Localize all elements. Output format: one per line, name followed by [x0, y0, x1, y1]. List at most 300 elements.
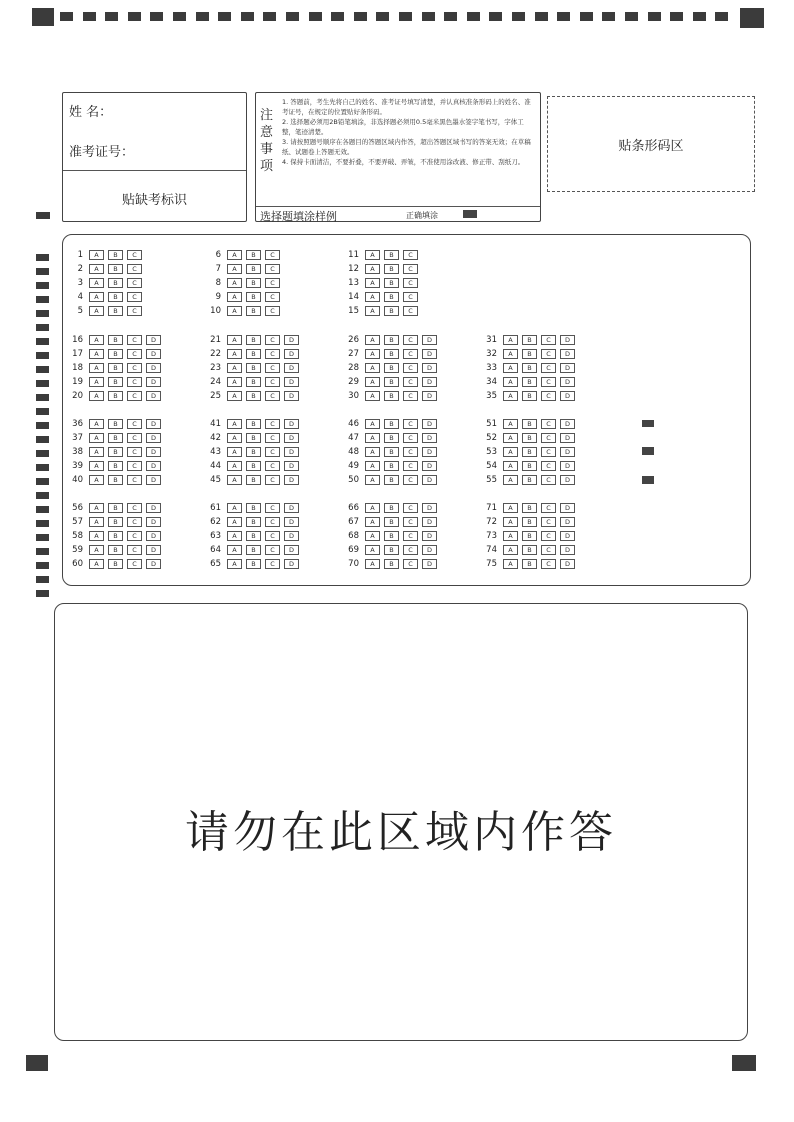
option-bubble-a[interactable]: A	[227, 461, 242, 471]
option-bubble-d[interactable]: D	[422, 447, 437, 457]
option-bubble-b[interactable]: B	[384, 545, 399, 555]
option-bubble-b[interactable]: B	[108, 419, 123, 429]
option-bubble-d[interactable]: D	[422, 419, 437, 429]
option-bubble-c[interactable]: C	[541, 559, 556, 569]
option-bubble-a[interactable]: A	[89, 306, 104, 316]
option-bubble-b[interactable]: B	[108, 306, 123, 316]
option-bubble-b[interactable]: B	[384, 447, 399, 457]
option-bubble-a[interactable]: A	[89, 250, 104, 260]
option-bubble-a[interactable]: A	[503, 545, 518, 555]
option-bubble-d[interactable]: D	[146, 349, 161, 359]
option-bubble-b[interactable]: B	[108, 433, 123, 443]
option-bubble-b[interactable]: B	[246, 377, 261, 387]
option-bubble-c[interactable]: C	[541, 461, 556, 471]
option-bubble-a[interactable]: A	[89, 461, 104, 471]
option-bubble-d[interactable]: D	[146, 531, 161, 541]
option-bubble-c[interactable]: C	[265, 391, 280, 401]
option-bubble-d[interactable]: D	[422, 377, 437, 387]
option-bubble-d[interactable]: D	[284, 517, 299, 527]
option-bubble-a[interactable]: A	[89, 391, 104, 401]
option-bubble-c[interactable]: C	[127, 250, 142, 260]
option-bubble-b[interactable]: B	[384, 250, 399, 260]
option-bubble-d[interactable]: D	[560, 545, 575, 555]
option-bubble-c[interactable]: C	[541, 447, 556, 457]
option-bubble-b[interactable]: B	[522, 545, 537, 555]
option-bubble-c[interactable]: C	[265, 559, 280, 569]
option-bubble-c[interactable]: C	[265, 475, 280, 485]
option-bubble-b[interactable]: B	[108, 278, 123, 288]
option-bubble-b[interactable]: B	[522, 377, 537, 387]
option-bubble-d[interactable]: D	[560, 461, 575, 471]
option-bubble-a[interactable]: A	[89, 264, 104, 274]
option-bubble-d[interactable]: D	[422, 363, 437, 373]
option-bubble-a[interactable]: A	[365, 531, 380, 541]
option-bubble-c[interactable]: C	[403, 306, 418, 316]
option-bubble-a[interactable]: A	[365, 377, 380, 387]
option-bubble-b[interactable]: B	[246, 335, 261, 345]
option-bubble-d[interactable]: D	[146, 391, 161, 401]
option-bubble-a[interactable]: A	[365, 349, 380, 359]
option-bubble-c[interactable]: C	[265, 306, 280, 316]
option-bubble-a[interactable]: A	[89, 475, 104, 485]
option-bubble-a[interactable]: A	[365, 278, 380, 288]
option-bubble-b[interactable]: B	[384, 559, 399, 569]
option-bubble-c[interactable]: C	[265, 292, 280, 302]
option-bubble-c[interactable]: C	[403, 433, 418, 443]
option-bubble-a[interactable]: A	[227, 377, 242, 387]
option-bubble-c[interactable]: C	[127, 475, 142, 485]
option-bubble-a[interactable]: A	[227, 419, 242, 429]
option-bubble-a[interactable]: A	[365, 335, 380, 345]
option-bubble-b[interactable]: B	[108, 264, 123, 274]
option-bubble-a[interactable]: A	[503, 461, 518, 471]
option-bubble-d[interactable]: D	[284, 335, 299, 345]
question-62	[201, 516, 303, 528]
option-bubble-a[interactable]: A	[365, 461, 380, 471]
option-bubble-c[interactable]: C	[265, 531, 280, 541]
option-bubble-b[interactable]: B	[522, 419, 537, 429]
option-bubble-b[interactable]: B	[246, 349, 261, 359]
option-bubble-b[interactable]: B	[384, 377, 399, 387]
option-bubble-d[interactable]: D	[284, 531, 299, 541]
option-bubble-c[interactable]: C	[403, 292, 418, 302]
option-bubble-c[interactable]: C	[403, 250, 418, 260]
option-bubble-b[interactable]: B	[522, 517, 537, 527]
option-bubble-c[interactable]: C	[265, 517, 280, 527]
option-bubble-c[interactable]: C	[265, 335, 280, 345]
option-bubble-c[interactable]: C	[127, 391, 142, 401]
question-55	[477, 474, 579, 486]
option-bubble-c[interactable]: C	[265, 433, 280, 443]
option-bubble-d[interactable]: D	[146, 517, 161, 527]
option-bubble-c[interactable]: C	[541, 377, 556, 387]
option-bubble-b[interactable]: B	[108, 503, 123, 513]
option-bubble-d[interactable]: D	[422, 475, 437, 485]
option-bubble-b[interactable]: B	[246, 475, 261, 485]
question-number: 36	[72, 419, 83, 429]
option-bubble-b[interactable]: B	[384, 517, 399, 527]
option-bubble-a[interactable]: A	[365, 517, 380, 527]
option-bubble-c[interactable]: C	[127, 377, 142, 387]
option-bubble-b[interactable]: B	[108, 559, 123, 569]
option-bubble-a[interactable]: A	[227, 292, 242, 302]
option-bubble-d[interactable]: D	[560, 475, 575, 485]
option-bubble-a[interactable]: A	[89, 349, 104, 359]
option-bubble-b[interactable]: B	[246, 264, 261, 274]
option-bubble-c[interactable]: C	[541, 391, 556, 401]
option-bubble-c[interactable]: C	[403, 335, 418, 345]
option-bubble-b[interactable]: B	[108, 461, 123, 471]
option-bubble-b[interactable]: B	[246, 545, 261, 555]
option-bubble-c[interactable]: C	[403, 278, 418, 288]
question-72	[477, 516, 579, 528]
option-bubble-d[interactable]: D	[560, 559, 575, 569]
option-bubble-a[interactable]: A	[89, 363, 104, 373]
option-bubble-a[interactable]: A	[365, 503, 380, 513]
option-bubble-d[interactable]: D	[146, 503, 161, 513]
question-number: 60	[72, 559, 83, 569]
option-bubble-b[interactable]: B	[384, 391, 399, 401]
option-bubble-a[interactable]: A	[227, 545, 242, 555]
option-bubble-c[interactable]: C	[403, 559, 418, 569]
option-bubble-b[interactable]: B	[384, 363, 399, 373]
option-bubble-c[interactable]: C	[541, 475, 556, 485]
option-bubble-d[interactable]: D	[146, 377, 161, 387]
option-bubble-b[interactable]: B	[246, 292, 261, 302]
option-bubble-a[interactable]: A	[503, 377, 518, 387]
option-bubble-c[interactable]: C	[403, 391, 418, 401]
option-bubble-d[interactable]: D	[560, 377, 575, 387]
option-bubble-a[interactable]: A	[503, 531, 518, 541]
option-bubble-c[interactable]: C	[541, 545, 556, 555]
option-bubble-d[interactable]: D	[422, 391, 437, 401]
option-bubble-b[interactable]: B	[246, 517, 261, 527]
option-bubble-d[interactable]: D	[422, 559, 437, 569]
option-bubble-c[interactable]: C	[541, 503, 556, 513]
option-bubble-a[interactable]: A	[227, 531, 242, 541]
option-bubble-a[interactable]: A	[365, 559, 380, 569]
option-bubble-b[interactable]: B	[246, 503, 261, 513]
option-bubble-a[interactable]: A	[227, 559, 242, 569]
option-bubble-a[interactable]: A	[89, 503, 104, 513]
option-bubble-b[interactable]: B	[108, 335, 123, 345]
option-bubble-d[interactable]: D	[146, 559, 161, 569]
option-bubble-a[interactable]: A	[89, 447, 104, 457]
option-bubble-b[interactable]: B	[384, 419, 399, 429]
option-bubble-d[interactable]: D	[560, 419, 575, 429]
option-bubble-d[interactable]: D	[560, 391, 575, 401]
option-bubble-c[interactable]: C	[541, 349, 556, 359]
option-bubble-c[interactable]: C	[265, 377, 280, 387]
option-bubble-b[interactable]: B	[522, 349, 537, 359]
option-bubble-b[interactable]: B	[522, 503, 537, 513]
option-bubble-b[interactable]: B	[108, 545, 123, 555]
option-bubble-c[interactable]: C	[403, 349, 418, 359]
option-bubble-d[interactable]: D	[284, 461, 299, 471]
option-bubble-b[interactable]: B	[246, 306, 261, 316]
option-bubble-c[interactable]: C	[127, 306, 142, 316]
option-bubble-c[interactable]: C	[403, 517, 418, 527]
option-bubble-a[interactable]: A	[89, 531, 104, 541]
option-bubble-a[interactable]: A	[89, 335, 104, 345]
option-bubble-c[interactable]: C	[127, 545, 142, 555]
option-bubble-c[interactable]: C	[127, 447, 142, 457]
option-bubble-c[interactable]: C	[403, 419, 418, 429]
option-bubble-a[interactable]: A	[89, 278, 104, 288]
option-bubble-d[interactable]: D	[422, 517, 437, 527]
option-bubble-b[interactable]: B	[384, 461, 399, 471]
option-bubble-d[interactable]: D	[422, 349, 437, 359]
option-bubble-a[interactable]: A	[365, 363, 380, 373]
option-bubble-a[interactable]: A	[89, 377, 104, 387]
option-bubble-c[interactable]: C	[403, 447, 418, 457]
option-bubble-b[interactable]: B	[108, 447, 123, 457]
option-bubble-d[interactable]: D	[422, 531, 437, 541]
option-bubble-b[interactable]: B	[384, 503, 399, 513]
option-bubble-b[interactable]: B	[246, 461, 261, 471]
option-bubble-c[interactable]: C	[265, 447, 280, 457]
option-bubble-b[interactable]: B	[522, 559, 537, 569]
option-bubble-d[interactable]: D	[284, 433, 299, 443]
option-bubble-d[interactable]: D	[422, 335, 437, 345]
option-bubble-c[interactable]: C	[541, 363, 556, 373]
option-bubble-a[interactable]: A	[227, 517, 242, 527]
option-bubble-d[interactable]: D	[284, 559, 299, 569]
option-bubble-a[interactable]: A	[503, 391, 518, 401]
option-bubble-c[interactable]: C	[403, 363, 418, 373]
option-bubble-d[interactable]: D	[284, 349, 299, 359]
option-bubble-b[interactable]: B	[384, 278, 399, 288]
option-bubble-c[interactable]: C	[265, 419, 280, 429]
option-bubble-d[interactable]: D	[284, 377, 299, 387]
option-bubble-a[interactable]: A	[227, 475, 242, 485]
option-bubble-b[interactable]: B	[246, 363, 261, 373]
option-bubble-a[interactable]: A	[365, 447, 380, 457]
option-bubble-a[interactable]: A	[365, 391, 380, 401]
option-bubble-a[interactable]: A	[227, 433, 242, 443]
option-bubble-d[interactable]: D	[560, 433, 575, 443]
option-bubble-b[interactable]: B	[108, 391, 123, 401]
option-bubble-c[interactable]: C	[541, 419, 556, 429]
option-bubble-d[interactable]: D	[422, 545, 437, 555]
option-bubble-d[interactable]: D	[284, 419, 299, 429]
option-bubble-c[interactable]: C	[403, 264, 418, 274]
option-bubble-d[interactable]: D	[422, 433, 437, 443]
option-bubble-b[interactable]: B	[384, 306, 399, 316]
option-bubble-d[interactable]: D	[146, 461, 161, 471]
indicator-mark	[642, 447, 654, 455]
option-bubble-c[interactable]: C	[541, 531, 556, 541]
option-bubble-c[interactable]: C	[541, 335, 556, 345]
option-bubble-a[interactable]: A	[365, 419, 380, 429]
option-bubble-b[interactable]: B	[384, 349, 399, 359]
option-bubble-c[interactable]: C	[265, 250, 280, 260]
option-bubble-c[interactable]: C	[127, 559, 142, 569]
option-bubble-d[interactable]: D	[146, 447, 161, 457]
option-bubble-b[interactable]: B	[108, 475, 123, 485]
option-bubble-b[interactable]: B	[108, 349, 123, 359]
option-bubble-b[interactable]: B	[522, 447, 537, 457]
option-bubble-a[interactable]: A	[365, 264, 380, 274]
option-bubble-b[interactable]: B	[384, 531, 399, 541]
option-bubble-d[interactable]: D	[146, 475, 161, 485]
option-bubble-a[interactable]: A	[503, 419, 518, 429]
option-bubble-c[interactable]: C	[127, 419, 142, 429]
option-bubble-b[interactable]: B	[384, 292, 399, 302]
option-bubble-b[interactable]: B	[522, 391, 537, 401]
question-number: 32	[486, 349, 497, 359]
option-bubble-c[interactable]: C	[127, 531, 142, 541]
option-bubble-c[interactable]: C	[127, 278, 142, 288]
option-bubble-c[interactable]: C	[127, 335, 142, 345]
option-bubble-a[interactable]: A	[503, 559, 518, 569]
option-bubble-d[interactable]: D	[560, 447, 575, 457]
option-bubble-a[interactable]: A	[227, 503, 242, 513]
option-bubble-c[interactable]: C	[541, 517, 556, 527]
option-bubble-a[interactable]: A	[227, 349, 242, 359]
option-bubble-d[interactable]: D	[560, 349, 575, 359]
option-bubble-a[interactable]: A	[365, 433, 380, 443]
option-bubble-c[interactable]: C	[127, 264, 142, 274]
choice-area	[62, 234, 751, 586]
option-bubble-a[interactable]: A	[227, 306, 242, 316]
option-bubble-b[interactable]: B	[246, 391, 261, 401]
option-bubble-a[interactable]: A	[503, 349, 518, 359]
option-bubble-a[interactable]: A	[503, 335, 518, 345]
option-bubble-c[interactable]: C	[265, 545, 280, 555]
option-bubble-a[interactable]: A	[365, 250, 380, 260]
question-7	[201, 263, 284, 275]
option-bubble-b[interactable]: B	[246, 250, 261, 260]
option-bubble-b[interactable]: B	[246, 419, 261, 429]
option-bubble-a[interactable]: A	[503, 475, 518, 485]
option-bubble-b[interactable]: B	[246, 447, 261, 457]
option-bubble-b[interactable]: B	[246, 278, 261, 288]
option-bubble-b[interactable]: B	[108, 517, 123, 527]
option-bubble-c[interactable]: C	[127, 433, 142, 443]
option-bubble-c[interactable]: C	[541, 433, 556, 443]
option-bubble-d[interactable]: D	[284, 503, 299, 513]
option-bubble-a[interactable]: A	[227, 391, 242, 401]
option-bubble-d[interactable]: D	[560, 363, 575, 373]
option-bubble-b[interactable]: B	[522, 475, 537, 485]
option-bubble-b[interactable]: B	[384, 433, 399, 443]
option-bubble-c[interactable]: C	[265, 349, 280, 359]
option-bubble-a[interactable]: A	[503, 503, 518, 513]
option-bubble-c[interactable]: C	[265, 363, 280, 373]
option-bubble-b[interactable]: B	[384, 335, 399, 345]
option-bubble-d[interactable]: D	[146, 335, 161, 345]
question-57	[63, 516, 165, 528]
option-bubble-d[interactable]: D	[146, 433, 161, 443]
option-bubble-d[interactable]: D	[284, 447, 299, 457]
option-bubble-d[interactable]: D	[284, 363, 299, 373]
option-bubble-d[interactable]: D	[146, 419, 161, 429]
option-bubble-a[interactable]: A	[227, 447, 242, 457]
option-bubble-a[interactable]: A	[365, 292, 380, 302]
question-number: 48	[348, 447, 359, 457]
option-bubble-b[interactable]: B	[522, 433, 537, 443]
option-bubble-a[interactable]: A	[89, 433, 104, 443]
option-bubble-d[interactable]: D	[284, 475, 299, 485]
option-bubble-c[interactable]: C	[265, 503, 280, 513]
option-bubble-a[interactable]: A	[503, 447, 518, 457]
option-bubble-c[interactable]: C	[127, 363, 142, 373]
option-bubble-c[interactable]: C	[127, 292, 142, 302]
option-bubble-d[interactable]: D	[146, 363, 161, 373]
option-bubble-d[interactable]: D	[422, 461, 437, 471]
option-bubble-b[interactable]: B	[108, 531, 123, 541]
option-bubble-b[interactable]: B	[522, 363, 537, 373]
option-bubble-a[interactable]: A	[89, 292, 104, 302]
option-bubble-d[interactable]: D	[560, 517, 575, 527]
option-bubble-c[interactable]: C	[265, 461, 280, 471]
option-bubble-b[interactable]: B	[384, 264, 399, 274]
option-bubble-c[interactable]: C	[127, 503, 142, 513]
option-bubble-a[interactable]: A	[503, 517, 518, 527]
option-bubble-c[interactable]: C	[403, 503, 418, 513]
option-bubble-c[interactable]: C	[403, 531, 418, 541]
option-bubble-a[interactable]: A	[227, 278, 242, 288]
option-bubble-c[interactable]: C	[127, 517, 142, 527]
option-bubble-a[interactable]: A	[227, 335, 242, 345]
option-bubble-d[interactable]: D	[560, 503, 575, 513]
option-bubble-b[interactable]: B	[246, 433, 261, 443]
option-bubble-a[interactable]: A	[227, 264, 242, 274]
option-bubble-d[interactable]: D	[560, 335, 575, 345]
option-bubble-c[interactable]: C	[127, 461, 142, 471]
question-11	[339, 249, 422, 261]
option-bubble-b[interactable]: B	[246, 531, 261, 541]
option-bubble-d[interactable]: D	[146, 545, 161, 555]
option-bubble-b[interactable]: B	[246, 559, 261, 569]
option-bubble-d[interactable]: D	[560, 531, 575, 541]
option-bubble-a[interactable]: A	[89, 517, 104, 527]
option-bubble-c[interactable]: C	[403, 475, 418, 485]
option-bubble-a[interactable]: A	[365, 475, 380, 485]
option-bubble-a[interactable]: A	[365, 545, 380, 555]
option-bubble-b[interactable]: B	[384, 475, 399, 485]
option-bubble-c[interactable]: C	[127, 349, 142, 359]
option-bubble-c[interactable]: C	[265, 264, 280, 274]
option-bubble-a[interactable]: A	[89, 419, 104, 429]
option-bubble-a[interactable]: A	[503, 363, 518, 373]
option-bubble-b[interactable]: B	[108, 250, 123, 260]
option-bubble-b[interactable]: B	[108, 363, 123, 373]
option-bubble-a[interactable]: A	[227, 363, 242, 373]
option-bubble-a[interactable]: A	[89, 559, 104, 569]
option-bubble-b[interactable]: B	[522, 335, 537, 345]
option-bubble-a[interactable]: A	[365, 306, 380, 316]
option-bubble-d[interactable]: D	[284, 391, 299, 401]
option-bubble-d[interactable]: D	[284, 545, 299, 555]
option-bubble-b[interactable]: B	[108, 292, 123, 302]
notice-list	[282, 97, 534, 167]
option-bubble-b[interactable]: B	[108, 377, 123, 387]
option-bubble-c[interactable]: C	[403, 377, 418, 387]
question-number: 37	[72, 433, 83, 443]
option-bubble-a[interactable]: A	[89, 545, 104, 555]
option-bubble-c[interactable]: C	[403, 545, 418, 555]
option-bubble-c[interactable]: C	[403, 461, 418, 471]
option-bubble-a[interactable]: A	[227, 250, 242, 260]
option-bubble-b[interactable]: B	[522, 461, 537, 471]
option-bubble-c[interactable]: C	[265, 278, 280, 288]
option-bubble-d[interactable]: D	[422, 503, 437, 513]
question-number: 20	[72, 391, 83, 401]
option-bubble-b[interactable]: B	[522, 531, 537, 541]
option-bubble-a[interactable]: A	[503, 433, 518, 443]
